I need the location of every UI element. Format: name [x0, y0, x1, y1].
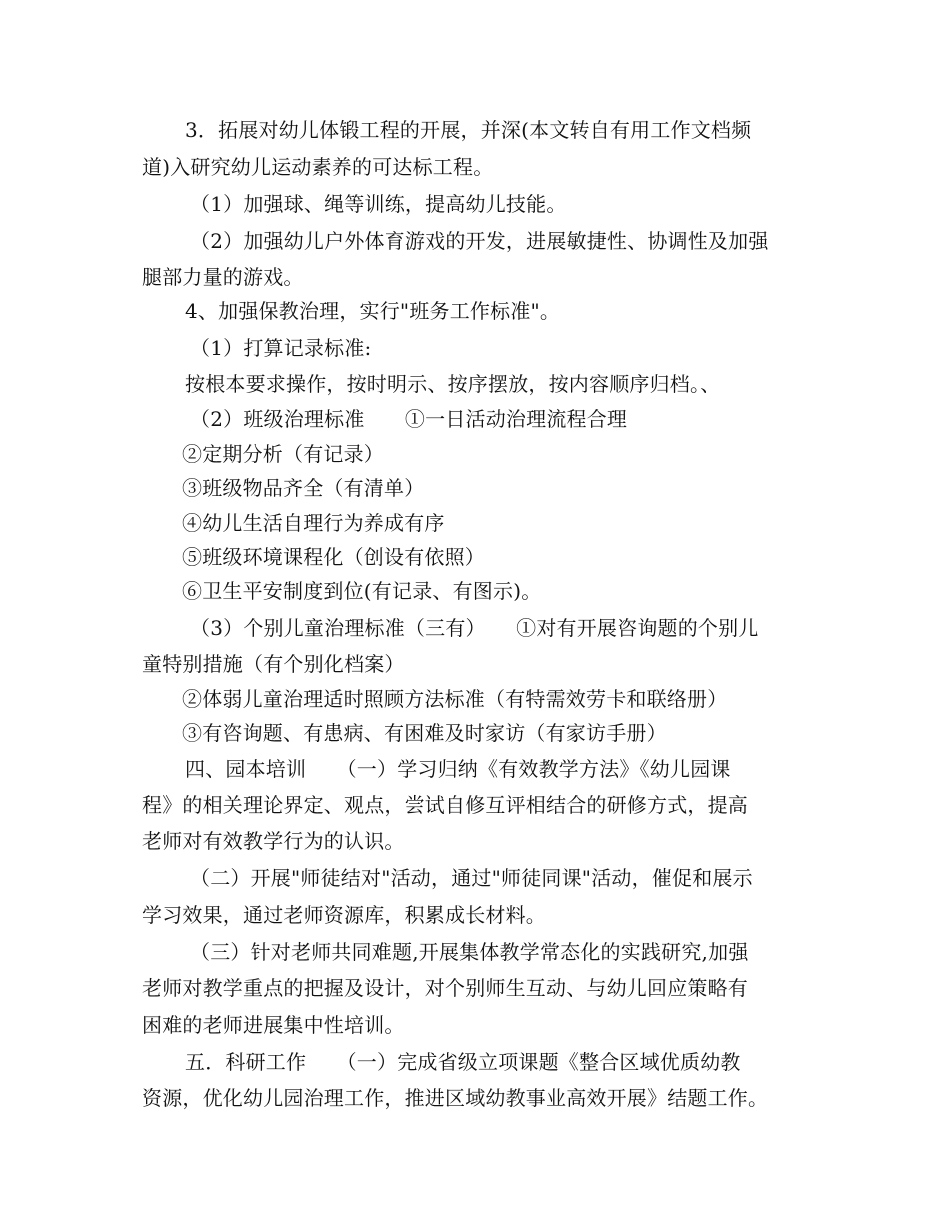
paragraph-line-4: （2）加强幼儿户外体育游戏的开发，进展敏捷性、协调性及加强 — [190, 229, 769, 253]
paragraph-line-11: ③班级物品齐全（有清单） — [182, 476, 425, 500]
paragraph-line-3: （1）加强球、绳等训练，提高幼儿技能。 — [190, 192, 567, 216]
paragraph-line-19: 四、园本培训 （一）学习归纳《有效教学方法》《幼儿园课 — [185, 757, 731, 781]
paragraph-line-23: 学习效果，通过老师资源库，积累成长材料。 — [142, 903, 546, 927]
paragraph-line-13: ⑤班级环境课程化（创设有依照） — [182, 545, 485, 569]
paragraph-line-10: ②定期分析（有记录） — [182, 442, 384, 466]
paragraph-line-28: 资源，优化幼儿园治理工作，推进区域幼教事业高效开展》结题工作。 — [142, 1086, 769, 1110]
paragraph-line-21: 老师对有效教学行为的认识。 — [142, 829, 405, 853]
paragraph-line-16: 童特别措施（有个别化档案） — [142, 652, 405, 676]
paragraph-line-8: 按根本要求操作，按时明示、按序摆放，按内容顺序归档。、 — [185, 372, 721, 396]
paragraph-line-24: （三）针对老师共同难题,开展集体教学常态化的实践研究,加强 — [190, 940, 749, 964]
paragraph-line-15: （3）个别儿童治理标准（三有） ①对有开展咨询题的个别儿 — [190, 616, 759, 640]
paragraph-line-27: 五．科研工作 （一）完成省级立项课题《整合区域优质幼教 — [185, 1050, 741, 1074]
paragraph-line-12: ④幼儿生活自理行为养成有序 — [182, 511, 445, 535]
paragraph-line-1: 3．拓展对幼儿体锻工程的开展，并深(本文转自有用工作文档频 — [185, 118, 752, 142]
paragraph-line-26: 困难的老师进展集中性培训。 — [142, 1013, 405, 1037]
paragraph-line-7: （1）打算记录标准: — [190, 336, 372, 360]
paragraph-line-18: ③有咨询题、有患病、有困难及时家访（有家访手册） — [182, 721, 667, 745]
paragraph-line-22: （二）开展"师徒结对"活动，通过"师徒同课"活动，催促和展示 — [190, 866, 753, 890]
paragraph-line-14: ⑥卫生平安制度到位(有记录、有图示)。 — [182, 579, 542, 603]
paragraph-line-20: 程》的相关理论界定、观点，尝试自修互评相结合的研修方式，提高 — [142, 793, 748, 817]
paragraph-line-17: ②体弱儿童治理适时照顾方法标准（有特需效劳卡和联络册） — [182, 687, 728, 711]
paragraph-line-5: 腿部力量的游戏。 — [142, 265, 304, 289]
paragraph-line-25: 老师对教学重点的把握及设计，对个别师生互动、与幼儿回应策略有 — [142, 976, 748, 1000]
paragraph-line-9: （2）班级治理标准 ①一日活动治理流程合理 — [190, 407, 628, 431]
paragraph-line-2: 道)入研究幼儿运动素养的可达标工程。 — [142, 155, 494, 179]
paragraph-line-6: 4、加强保教治理，实行"班务工作标准"。 — [185, 299, 561, 323]
